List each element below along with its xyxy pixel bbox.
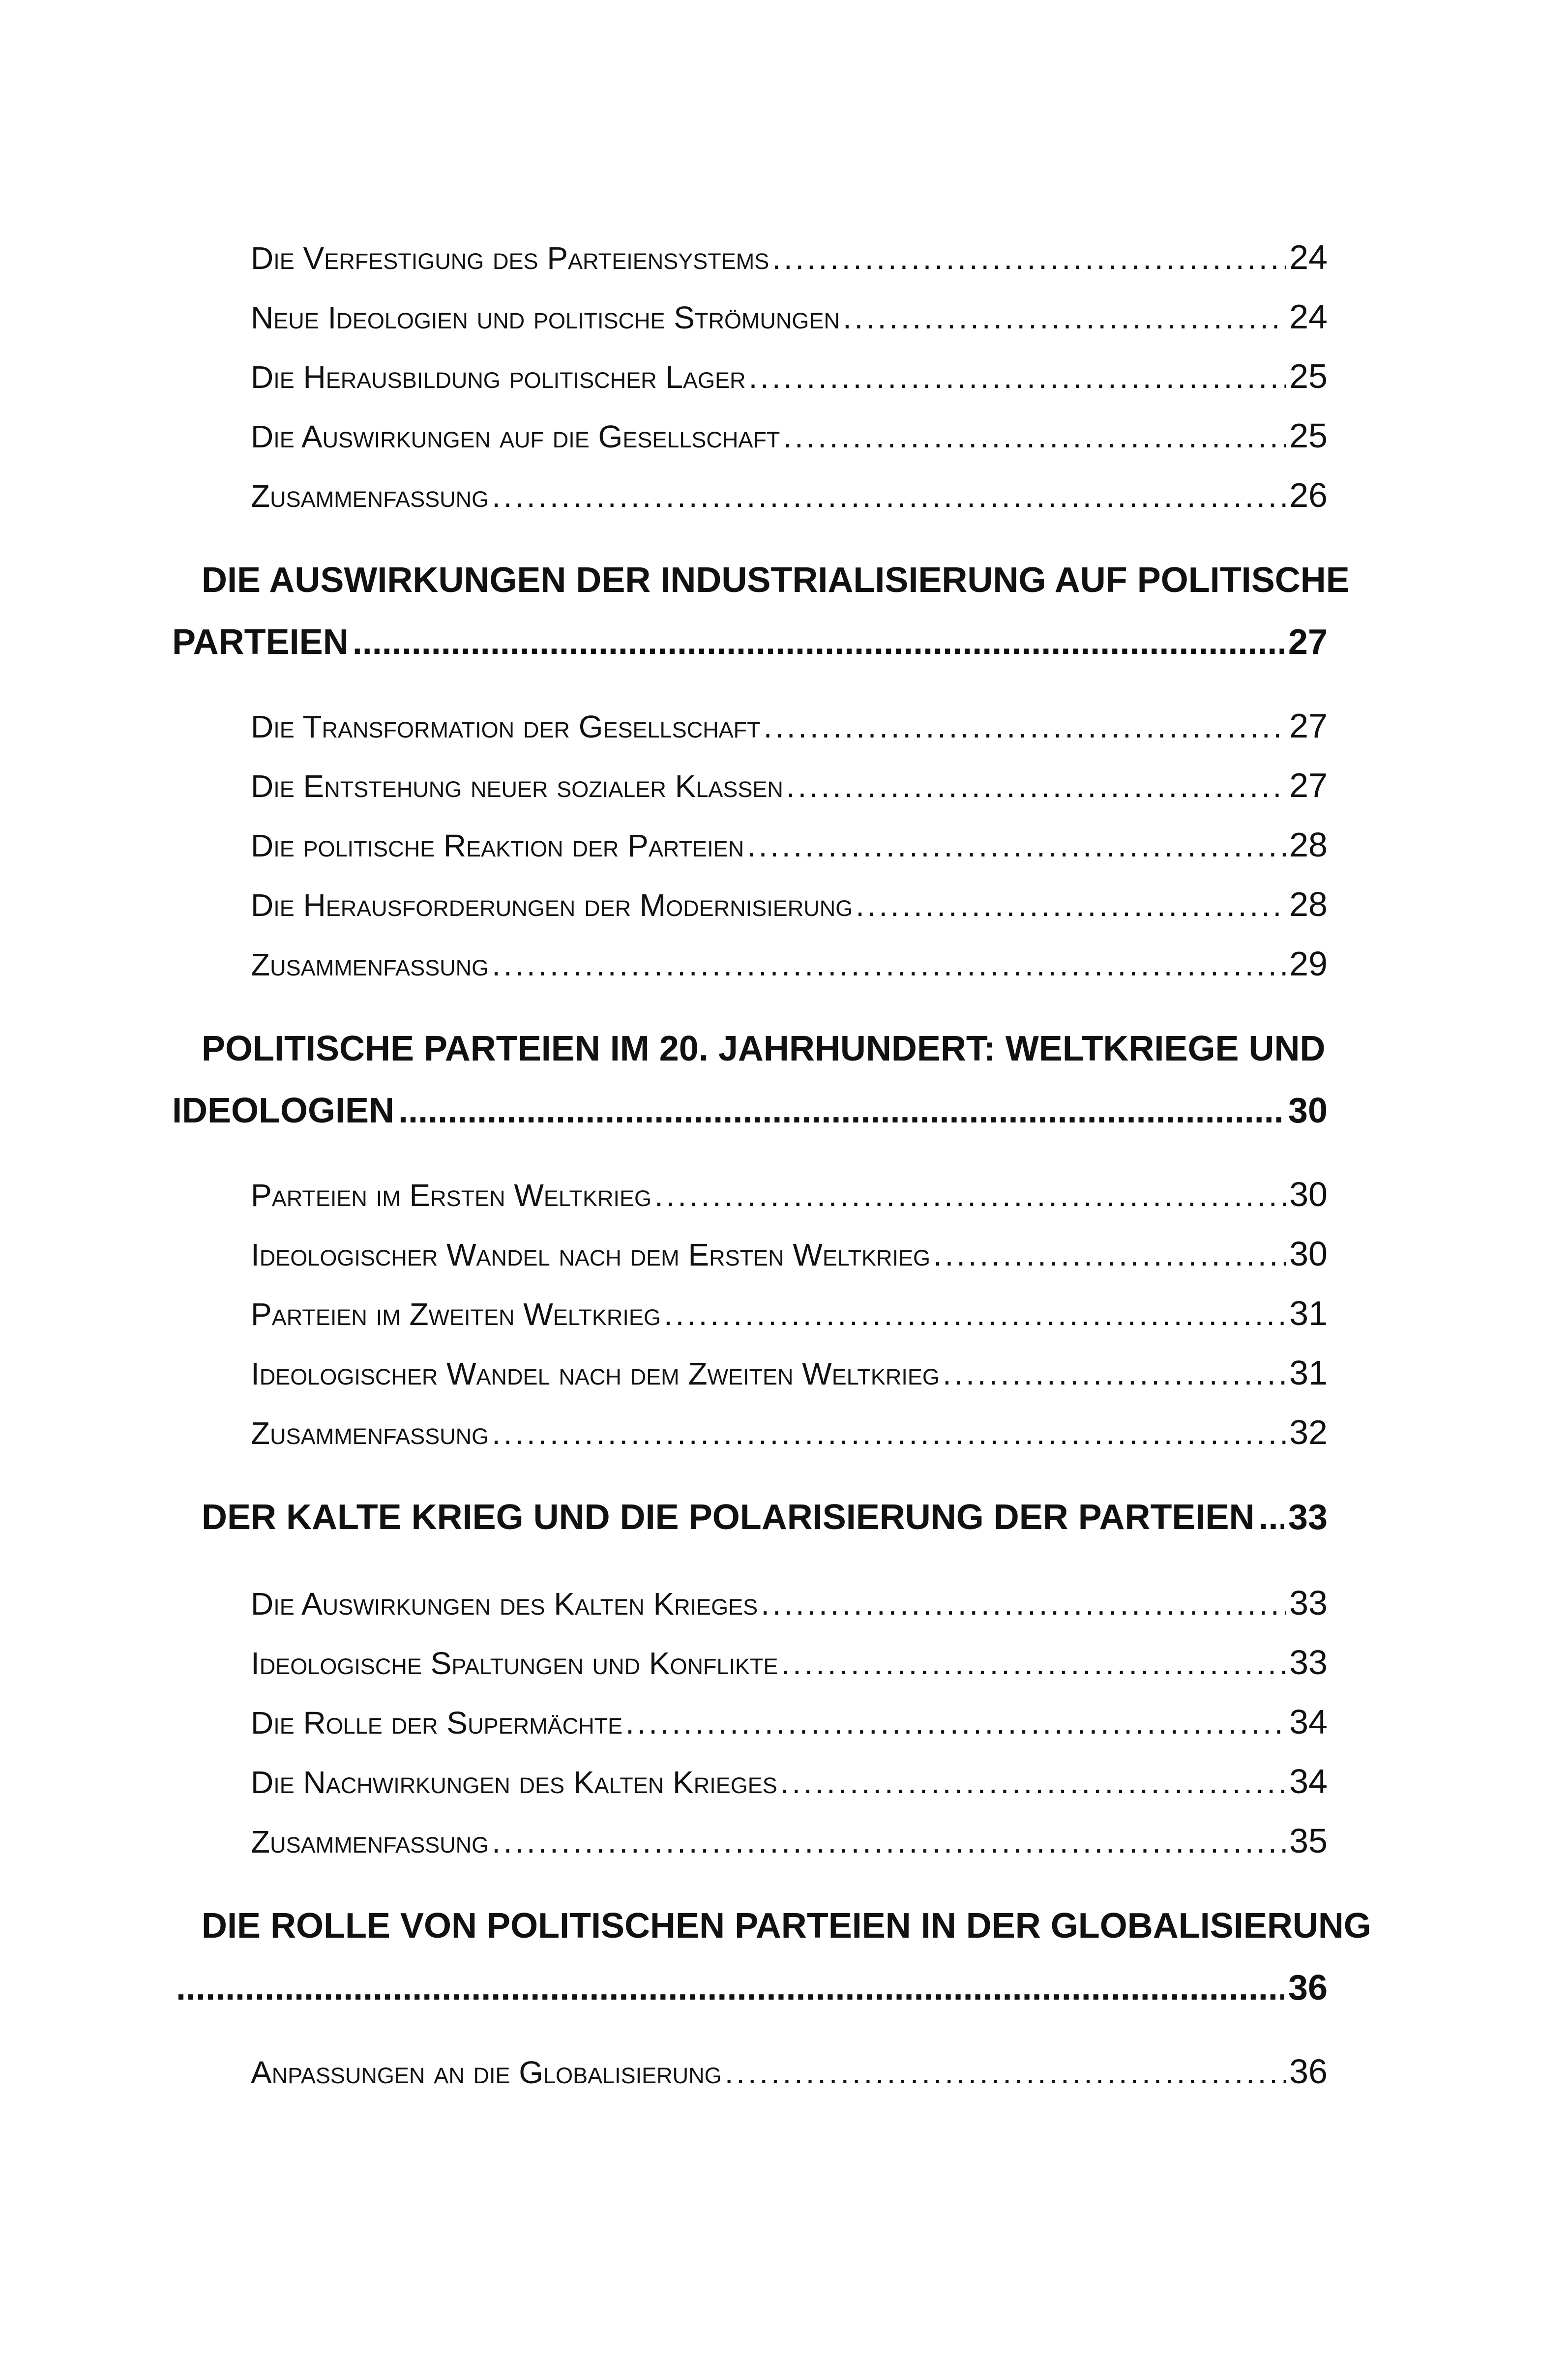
toc-entry-page: 27 [1289, 707, 1328, 745]
dot-leader [492, 476, 1286, 516]
dot-leader [933, 1235, 1286, 1274]
dot-leader [353, 622, 1284, 662]
chapter-title: DIE AUSWIRKUNGEN DER INDUSTRIALISIERUNG AUF POLITISCHE [202, 560, 1350, 600]
toc-entry[interactable] [251, 1234, 1328, 1274]
dot-leader [764, 707, 1287, 746]
chapter-title: DIE ROLLE VON POLITISCHEN PARTEIEN IN DER GLOBALISIERUNG [202, 1906, 1371, 1946]
dot-leader [654, 1176, 1286, 1215]
dot-leader [725, 2053, 1286, 2092]
toc-entry-label: Zusammenfassung [251, 947, 489, 982]
toc-entry-page: 33 [1289, 1643, 1328, 1682]
toc-chapter[interactable] [172, 1029, 1328, 1130]
toc-entry-page: 28 [1289, 885, 1328, 923]
toc-entry[interactable] [251, 1353, 1328, 1393]
toc-entry[interactable] [251, 1762, 1328, 1802]
toc-entry[interactable] [251, 1175, 1328, 1215]
toc-entry-label: Die Transformation der Gesellschaft [251, 709, 761, 744]
toc-entry-label: Neue Ideologien und politische Strömungen [251, 300, 840, 335]
toc-entry[interactable] [251, 1643, 1328, 1683]
toc-entry[interactable] [251, 825, 1328, 865]
dot-leader [843, 298, 1286, 337]
dot-leader [781, 1644, 1286, 1683]
toc-entry-page: 24 [1289, 297, 1328, 336]
toc-entry-page: 32 [1289, 1413, 1328, 1451]
toc-entry-page: 35 [1289, 1822, 1328, 1860]
dot-leader [398, 1091, 1284, 1130]
toc-chapter[interactable] [172, 1498, 1328, 1537]
toc-entry-label: Die Auswirkungen des Kalten Krieges [251, 1586, 758, 1622]
dot-leader [492, 1822, 1286, 1861]
toc-entry-page: 28 [1289, 826, 1328, 864]
dot-leader [780, 1763, 1286, 1802]
chapter-page: 27 [1288, 622, 1328, 662]
toc-entry-page: 34 [1289, 1762, 1328, 1800]
toc-entry[interactable] [251, 2052, 1328, 2092]
toc-entry-page: 25 [1289, 416, 1328, 455]
toc-entry-label: Parteien im Ersten Weltkrieg [251, 1178, 652, 1213]
toc-entry-label: Anpassungen an die Globalisierung [251, 2055, 722, 2090]
toc-entry[interactable] [251, 475, 1328, 516]
toc-entry-label: Die Entstehung neuer sozialer Klassen [251, 768, 783, 804]
toc-entry-label: Die politische Reaktion der Parteien [251, 828, 744, 863]
toc-entry-label: Zusammenfassung [251, 478, 489, 514]
dot-leader [772, 238, 1286, 278]
toc-entry-page: 33 [1289, 1584, 1328, 1622]
toc-entry-label: Ideologischer Wandel nach dem Ersten Weltkrieg [251, 1237, 931, 1272]
toc-entry[interactable] [251, 1821, 1328, 1861]
toc-entry-page: 30 [1289, 1175, 1328, 1213]
toc-entry[interactable] [251, 356, 1328, 397]
dot-leader [856, 885, 1286, 925]
toc-entry-label: Zusammenfassung [251, 1416, 489, 1451]
toc-entry-label: Die Auswirkungen auf die Gesellschaft [251, 419, 780, 454]
toc-entry-page: 27 [1289, 766, 1328, 804]
dot-leader [761, 1584, 1286, 1623]
dot-leader [492, 945, 1286, 984]
toc-entry[interactable] [251, 706, 1328, 746]
dot-leader [664, 1295, 1286, 1334]
dot-leader [943, 1354, 1286, 1393]
dot-leader [749, 357, 1287, 397]
toc-entry-page: 31 [1289, 1354, 1328, 1392]
toc-entry-label: Parteien im Zweiten Weltkrieg [251, 1297, 661, 1332]
toc-entry[interactable] [251, 1702, 1328, 1742]
chapter-title-cont: IDEOLOGIEN [172, 1091, 395, 1130]
toc-entry-label: Die Verfestigung des Parteiensystems [251, 240, 769, 276]
chapter-page: 36 [1288, 1968, 1328, 2007]
toc-entry[interactable] [251, 944, 1328, 984]
toc-chapter[interactable] [172, 560, 1350, 662]
toc-entry-page: 36 [1289, 2052, 1328, 2091]
toc-entry[interactable] [251, 237, 1328, 278]
chapter-title: POLITISCHE PARTEIEN IM 20. JAHRHUNDERT: WELTKRIEGE UND [202, 1029, 1326, 1068]
toc-entry-page: 29 [1289, 944, 1328, 983]
toc-entry[interactable] [251, 1583, 1328, 1623]
toc-entry-label: Die Herausbildung politischer Lager [251, 359, 746, 395]
toc-entry[interactable] [251, 766, 1328, 806]
toc-entry-label: Die Rolle der Supermächte [251, 1705, 623, 1740]
dot-leader [783, 417, 1286, 456]
toc-entry-page: 34 [1289, 1703, 1328, 1741]
toc-entry[interactable] [251, 1294, 1328, 1334]
toc-entry[interactable] [251, 1413, 1328, 1453]
dot-leader [786, 767, 1286, 806]
dot-leader [492, 1414, 1286, 1453]
dot-leader [1258, 1498, 1284, 1537]
toc-entry[interactable] [251, 416, 1328, 456]
toc-entry-page: 31 [1289, 1294, 1328, 1332]
toc-entry-page: 30 [1289, 1235, 1328, 1273]
dot-leader [747, 826, 1286, 865]
toc-entry[interactable] [251, 885, 1328, 925]
toc-entry-page: 24 [1289, 238, 1328, 276]
chapter-page: 30 [1288, 1091, 1328, 1130]
toc-entry-page: 26 [1289, 476, 1328, 514]
toc-entry-label: Zusammenfassung [251, 1824, 489, 1859]
toc-entry-page: 25 [1289, 357, 1328, 395]
chapter-page: 33 [1288, 1498, 1328, 1537]
dot-leader [625, 1703, 1286, 1742]
toc-entry-label: Die Nachwirkungen des Kalten Krieges [251, 1765, 777, 1800]
toc-entry[interactable] [251, 297, 1328, 337]
toc-entry-label: Die Herausforderungen der Modernisierung [251, 887, 853, 923]
chapter-title: DER KALTE KRIEG UND DIE POLARISIERUNG DER PARTEIEN [202, 1498, 1255, 1537]
toc-entry-label: Ideologische Spaltungen und Konflikte [251, 1646, 778, 1681]
toc-chapter[interactable] [172, 1906, 1371, 2007]
dot-leader [176, 1968, 1284, 2007]
toc-entry-label: Ideologischer Wandel nach dem Zweiten Weltkrieg [251, 1356, 940, 1391]
chapter-title-cont: PARTEIEN [172, 622, 349, 662]
